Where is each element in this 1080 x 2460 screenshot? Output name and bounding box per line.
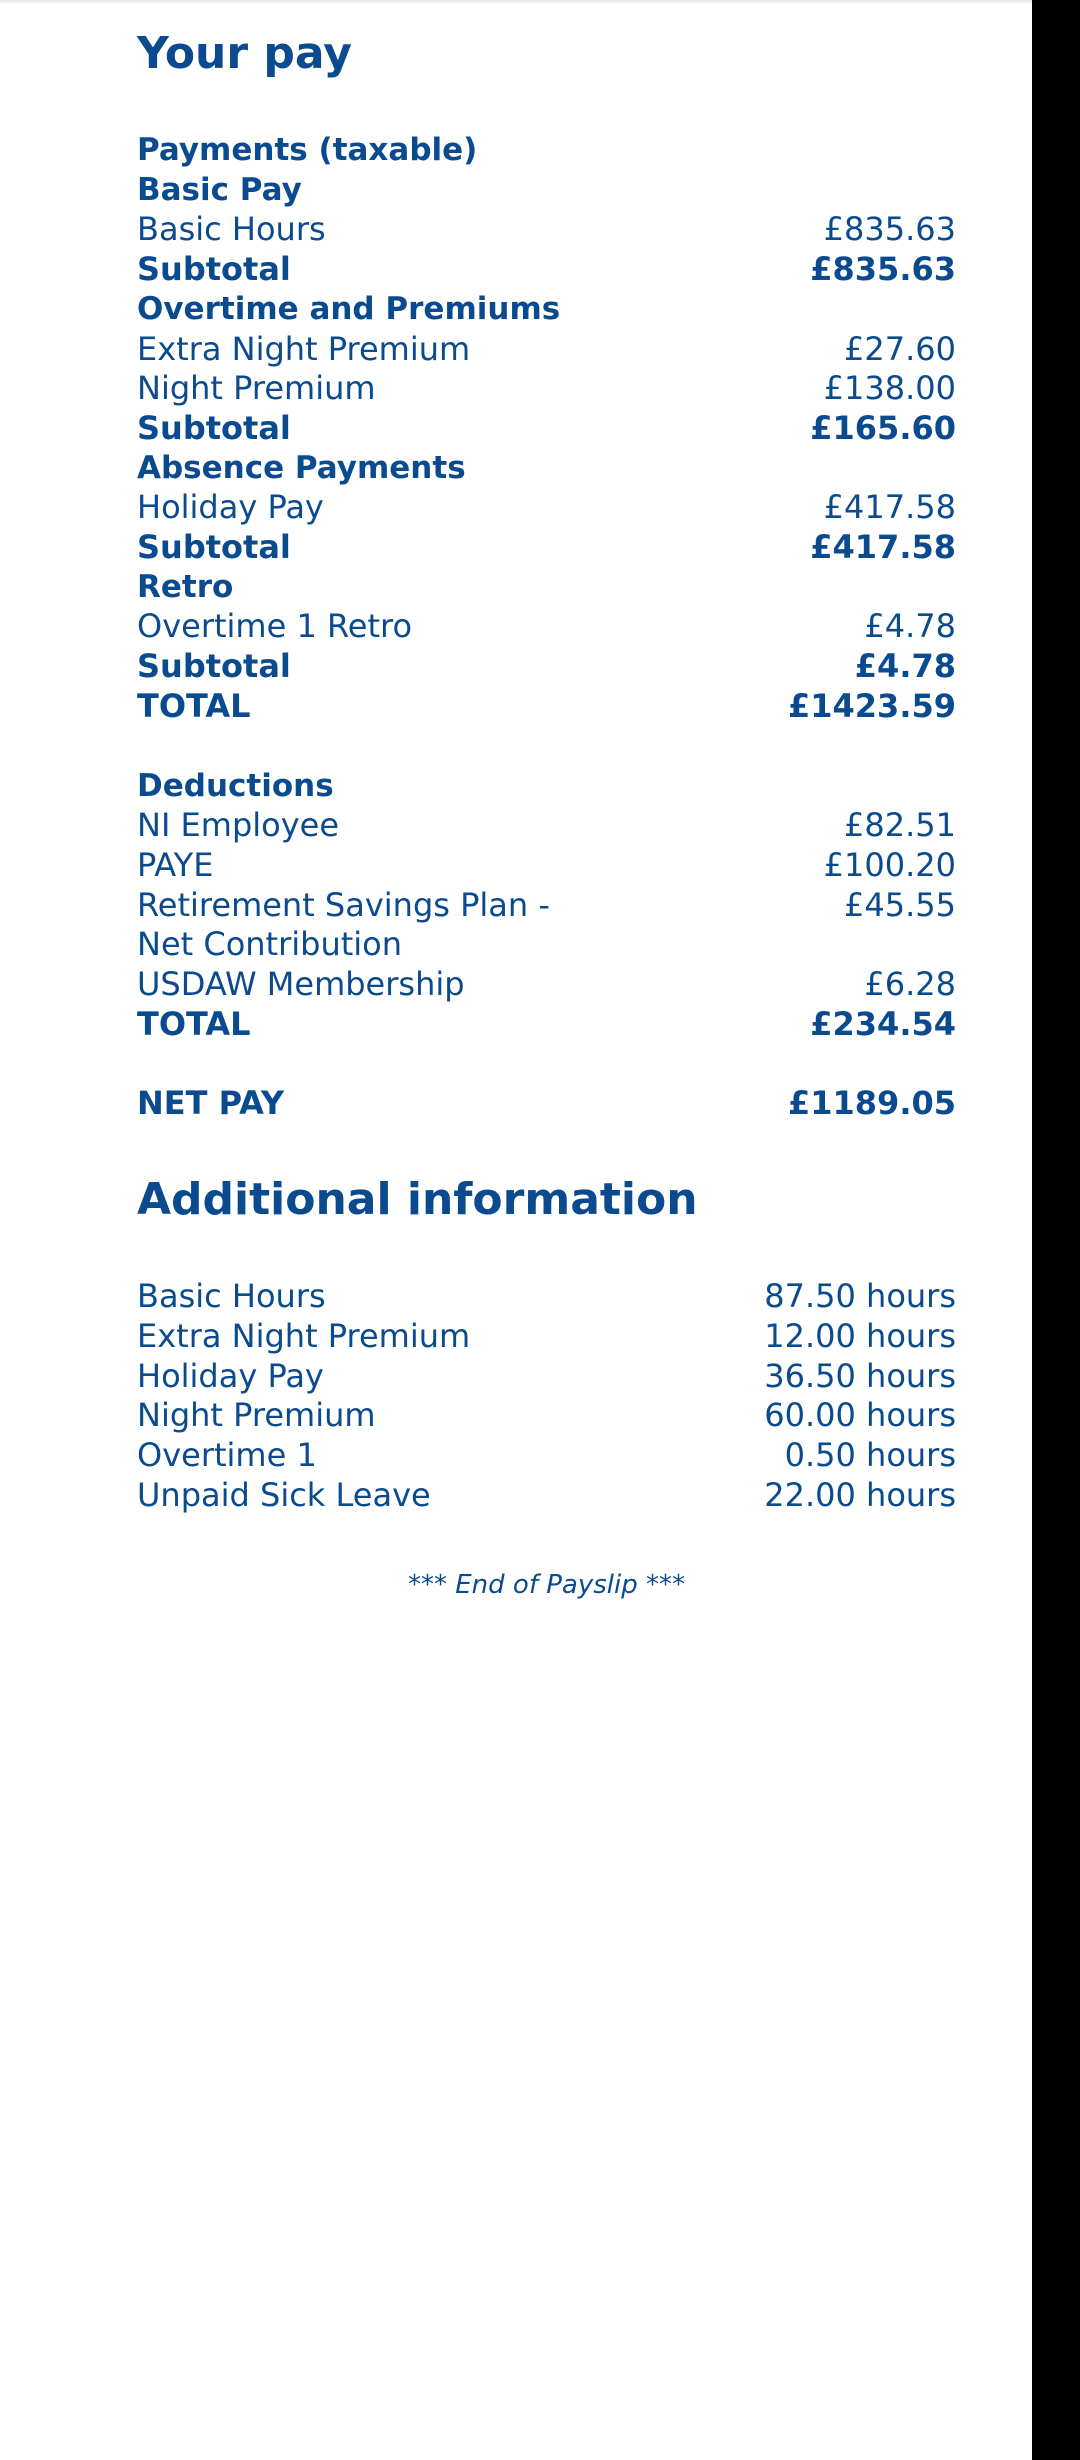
payment-label: Extra Night Premium	[137, 329, 471, 368]
net-pay-value: £1189.05	[787, 1084, 956, 1123]
subtotal-row	[137, 647, 956, 687]
info-value: 22.00 hours	[764, 1475, 956, 1514]
group-heading: Retro	[137, 568, 234, 605]
end-of-payslip-note: *** End of Payslip ***	[407, 1570, 686, 1601]
subtotal-label: Subtotal	[137, 528, 291, 567]
payment-value: £835.63	[823, 210, 956, 249]
deduction-value: £100.20	[823, 845, 956, 884]
payment-group-absence	[137, 449, 956, 568]
deduction-value: £6.28	[864, 965, 956, 1004]
info-row	[137, 1396, 956, 1436]
top-shadow	[0, 0, 1032, 4]
payment-label: Night Premium	[137, 369, 376, 408]
spacer	[137, 727, 956, 767]
subtotal-label: Subtotal	[137, 647, 291, 686]
payment-group-overtime	[137, 290, 956, 449]
payment-value: £138.00	[823, 369, 956, 408]
payments-total-row	[137, 687, 956, 727]
info-value: 12.00 hours	[764, 1316, 956, 1355]
subtotal-value: £165.60	[810, 408, 956, 447]
additional-info-title: Additional information	[137, 1174, 698, 1226]
payment-label: Basic Hours	[137, 210, 326, 249]
payments-section	[137, 131, 956, 727]
deductions-total-row	[137, 1005, 956, 1045]
deduction-label: USDAW Membership	[137, 965, 465, 1004]
payments-heading: Payments (taxable)	[137, 132, 478, 168]
total-label: TOTAL	[137, 686, 251, 725]
payslip-content	[137, 24, 956, 1603]
deduction-label: Retirement Savings Plan - Net Contribution	[137, 885, 550, 964]
deduction-row	[137, 806, 956, 846]
payment-group-retro	[137, 568, 956, 687]
deduction-value: £45.55	[844, 885, 956, 924]
info-label: Night Premium	[137, 1396, 376, 1435]
info-row	[137, 1317, 956, 1357]
subtotal-row	[137, 409, 956, 449]
subtotal-row	[137, 250, 956, 290]
deduction-row	[137, 886, 956, 965]
info-label: Holiday Pay	[137, 1356, 324, 1395]
deductions-section	[137, 767, 956, 1045]
group-heading: Overtime and Premiums	[137, 290, 561, 327]
payment-row	[137, 330, 956, 370]
payment-label: Holiday Pay	[137, 488, 324, 527]
info-row	[137, 1436, 956, 1476]
payment-row	[137, 488, 956, 528]
net-pay-label: NET PAY	[137, 1084, 284, 1123]
payment-group-basic-pay	[137, 171, 956, 290]
payment-label: Overtime 1 Retro	[137, 607, 413, 646]
info-row	[137, 1476, 956, 1516]
info-value: 60.00 hours	[764, 1396, 956, 1435]
info-value: 36.50 hours	[764, 1356, 956, 1395]
subtotal-value: £417.58	[810, 528, 956, 567]
your-pay-title: Your pay	[137, 28, 352, 79]
spacer	[137, 1044, 956, 1084]
group-heading: Basic Pay	[137, 171, 302, 208]
info-row	[137, 1357, 956, 1397]
additional-info-list	[137, 1277, 956, 1515]
subtotal-value: £835.63	[810, 250, 956, 289]
info-label: Extra Night Premium	[137, 1316, 471, 1355]
payment-row	[137, 210, 956, 250]
info-label: Overtime 1	[137, 1435, 317, 1474]
total-label: TOTAL	[137, 1004, 251, 1043]
subtotal-value: £4.78	[854, 647, 956, 686]
deduction-label: NI Employee	[137, 806, 340, 845]
payment-value: £27.60	[844, 329, 956, 368]
payment-value: £4.78	[864, 607, 956, 646]
payment-row	[137, 607, 956, 647]
info-label: Unpaid Sick Leave	[137, 1475, 431, 1514]
deduction-row	[137, 846, 956, 886]
info-row	[137, 1277, 956, 1317]
info-value: 87.50 hours	[764, 1277, 956, 1316]
deduction-label: PAYE	[137, 845, 214, 884]
subtotal-row	[137, 528, 956, 568]
total-value: £1423.59	[787, 686, 956, 725]
deduction-value: £82.51	[844, 806, 956, 845]
info-value: 0.50 hours	[784, 1435, 956, 1474]
net-pay-row	[137, 1084, 956, 1124]
group-heading: Absence Payments	[137, 449, 466, 486]
right-edge-bar	[1032, 0, 1080, 2460]
subtotal-label: Subtotal	[137, 408, 291, 447]
total-value: £234.54	[810, 1004, 956, 1043]
deduction-row	[137, 965, 956, 1005]
payment-row	[137, 369, 956, 409]
info-label: Basic Hours	[137, 1277, 326, 1316]
subtotal-label: Subtotal	[137, 250, 291, 289]
payment-value: £417.58	[823, 488, 956, 527]
deductions-heading: Deductions	[137, 767, 334, 804]
